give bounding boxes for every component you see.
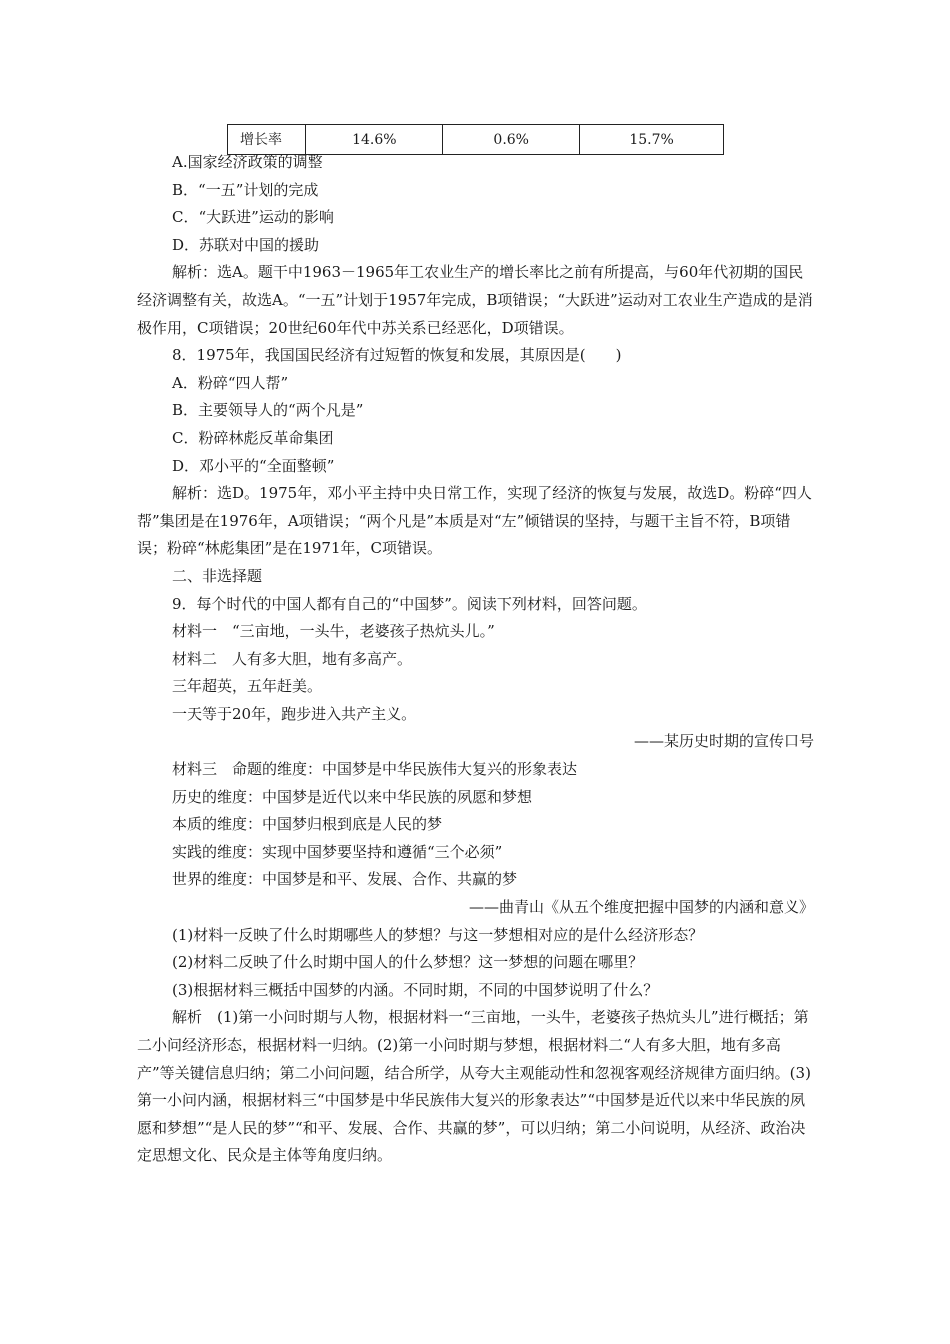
material-three-line: 历史的维度：中国梦是近代以来中华民族的夙愿和梦想 (172, 787, 533, 806)
material-one: 材料一 “三亩地，一头牛，老婆孩子热炕头儿。” (172, 622, 495, 641)
material-three-source: ——曲青山《从五个维度把握中国梦的内涵和意义》 (468, 898, 814, 917)
material-three-line: 实践的维度：实现中国梦要坚持和遵循“三个必须” (172, 842, 503, 861)
q8-option-a: A．粉碎“四人帮” (172, 373, 289, 392)
table-row-label: 增长率 (228, 125, 306, 155)
sub-question-1: (1)材料一反映了什么时期哪些人的梦想？与这一梦想相对应的是什么经济形态？ (172, 925, 704, 944)
sub-question-2: (2)材料二反映了什么时期中国人的什么梦想？这一梦想的问题在哪里？ (172, 953, 644, 972)
material-two-line: 三年超英，五年赶美。 (172, 677, 323, 696)
q8-option-c: C．粉碎林彪反革命集团 (172, 428, 334, 447)
section-heading: 二、非选择题 (172, 566, 263, 585)
material-three-line: 世界的维度：中国梦是和平、发展、合作、共赢的梦 (172, 870, 518, 889)
q7-option-b: B．“一五”计划的完成 (172, 180, 319, 199)
material-two-source: ——某历史时期的宣传口号 (633, 732, 814, 751)
q7-option-d: D．苏联对中国的援助 (172, 235, 320, 254)
material-two-line: 一天等于20年，跑步进入共产主义。 (172, 704, 417, 723)
q8-option-d: D．邓小平的“全面整顿” (172, 456, 335, 475)
material-three: 材料三 命题的维度：中国梦是中华民族伟大复兴的形象表达 (172, 760, 578, 779)
q7-option-c: C．“大跃进”运动的影响 (172, 208, 334, 227)
q9-analysis: 解析 (1)第一小问时期与人物，根据材料一“三亩地，一头牛，老婆孩子热炕头儿”进行概括；第二小问经济形态，根据材料一归纳。(2)第一小问时期与梦想，根据材料二“人有多大胆，地有多高产”等关键信息归纳；第二小问问题，结合所学，从夸大主观能动性和忽视客观经济规律方面归纳。(3)第一小问内涵，根据材料三“中国梦是中华民族伟大复兴的形象表达”“中国梦是近代以来中华民族的夙愿和梦想”“是人民的梦”“和平、发展、合作、共赢的梦”，可以归纳；第二小问说明，从经济、政治决定思想文化、民众是主体等角度归纳。 (137, 1008, 811, 1165)
q8-analysis: 解析：选D。1975年，邓小平主持中央日常工作，实现了经济的恢复与发展，故选D。粉碎“四人帮”集团是在1976年，A项错误；“两个凡是”本质是对“左”倾错误的坚持，与题干主旨不符，B项错误；粉碎“林彪集团”是在1971年，C项错误。 (137, 484, 812, 558)
q8-question: 8．1975年，我国国民经济有过短暂的恢复和发展，其原因是( ) (172, 346, 622, 365)
sub-question-3: (3)根据材料三概括中国梦的内涵。不同时期，不同的中国梦说明了什么？ (172, 980, 659, 999)
q7-analysis: 解析：选A。题干中1963－1965年工农业生产的增长率比之前有所提高，与60年代初期的国民经济调整有关，故选A。“一五”计划于1957年完成，B项错误；“大跃进”运动对工农业生产造成的是消极作用，C项错误；20世纪60年代中苏关系已经恶化，D项错误。 (137, 263, 813, 337)
material-two: 材料二 人有多大胆，地有多高产。 (172, 649, 413, 668)
q8-option-b: B．主要领导人的“两个凡是” (172, 401, 364, 420)
table-cell: 14.6% (306, 125, 443, 155)
q7-option-a: A.国家经济政策的调整 (172, 153, 323, 171)
document-body (137, 149, 814, 1170)
table-cell: 15.7% (580, 125, 724, 155)
table-cell: 0.6% (443, 125, 580, 155)
q9-question: 9．每个时代的中国人都有自己的“中国梦”。阅读下列材料，回答问题。 (172, 594, 647, 613)
material-three-line: 本质的维度：中国梦归根到底是人民的梦 (172, 815, 443, 834)
